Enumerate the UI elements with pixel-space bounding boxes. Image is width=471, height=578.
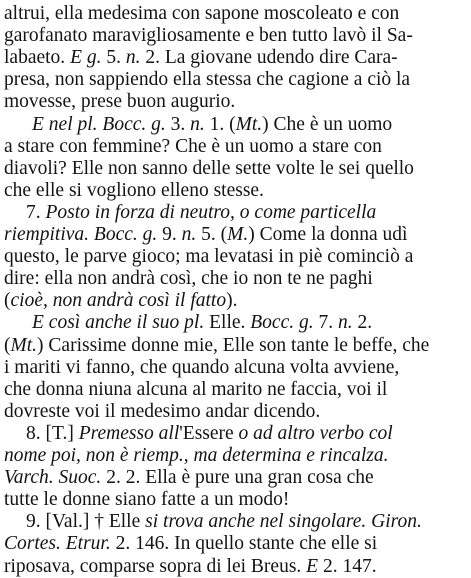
- text-line: [32, 312, 372, 334]
- text-run: ) Carissime donne mie, Elle son tante le beffe, che: [37, 334, 430, 356]
- text-line: [4, 445, 389, 467]
- text-line: [4, 268, 373, 290]
- italic-text: n.: [125, 47, 141, 69]
- text-run: 5.: [101, 47, 126, 69]
- text-line: [4, 69, 410, 91]
- text-run: 'Essere: [179, 422, 239, 444]
- text-run: 2. 147.: [318, 555, 377, 577]
- text-run: diavoli? Elle non sanno delle sette volte le sei quello: [4, 157, 414, 179]
- italic-text: n.: [190, 113, 205, 135]
- text-run: 2. 146. In quello stante che elle si: [110, 533, 378, 555]
- text-run: dovreste voi il medesimo andar dicendo.: [4, 400, 321, 422]
- text-line: [4, 533, 377, 555]
- text-run: ).: [226, 290, 238, 312]
- italic-text: Varch. Suoc.: [4, 467, 102, 489]
- text-run: ) Che è un uomo: [262, 113, 393, 135]
- text-line: [4, 246, 413, 268]
- text-run: 3.: [165, 113, 191, 135]
- text-line: [4, 290, 237, 312]
- italic-text: Premesso all: [78, 422, 180, 444]
- text-run: i mariti vi fanno, che quando alcuna volta avviene,: [4, 356, 400, 378]
- text-line: [4, 335, 429, 357]
- text-run: ) Come la donna udì: [248, 224, 408, 245]
- italic-text: E nel pl. Bocc. g.: [32, 113, 166, 135]
- italic-text: si trova anche nel singolare. Giron.: [145, 511, 422, 533]
- text-run: presa, non sappiendo ella stessa che cagione a ciò la: [4, 69, 411, 91]
- text-line: [26, 423, 393, 445]
- italic-text: E così anche il suo pl.: [32, 312, 205, 334]
- italic-text: Cortes. Etrur.: [4, 533, 111, 555]
- text-line: [4, 467, 374, 489]
- text-run: questo, le parve gioco; ma levatasi in piè cominciò a: [4, 246, 414, 268]
- text-run: altrui, ella medesima con sapone moscoleato e con: [4, 3, 400, 24]
- text-run: riposava, comparse sopra di lei Breus.: [4, 555, 307, 577]
- text-run: 5. (: [196, 224, 228, 245]
- text-line: [4, 47, 398, 69]
- text-run: Elle.: [204, 312, 251, 334]
- text-run: 1. (: [204, 113, 236, 135]
- text-run: garofanato maravigliosamente e ben tutto lavò il Sa-: [4, 25, 413, 47]
- text-line: [32, 114, 392, 136]
- text-run: labaeto.: [4, 47, 71, 69]
- text-line: [26, 202, 376, 224]
- italic-text: n.: [181, 224, 197, 245]
- text-line: [4, 379, 387, 401]
- italic-text: riempitiva. Bocc. g.: [4, 224, 158, 245]
- text-line: [4, 224, 407, 246]
- italic-text: E g.: [70, 47, 102, 69]
- text-run: 9. [Val.] † Elle: [26, 511, 146, 533]
- text-line: [4, 158, 414, 180]
- text-run: 8. [T.]: [26, 422, 79, 444]
- text-line: [4, 180, 264, 202]
- text-line: [4, 401, 320, 423]
- italic-text: n.: [338, 312, 353, 334]
- italic-text: Posto in forza di neutro, o come particella: [45, 201, 377, 223]
- text-run: (: [4, 290, 11, 312]
- text-line: [26, 511, 422, 533]
- text-run: 7.: [26, 201, 46, 223]
- italic-text: M.: [227, 224, 249, 245]
- text-run: a stare con femmine? Che è un uomo a stare con: [4, 135, 382, 157]
- text-run: 2. La giovane udendo dire Cara-: [140, 47, 398, 69]
- text-line: [4, 25, 413, 47]
- text-run: movesse, prese buon augurio.: [4, 91, 236, 113]
- text-run: 9.: [157, 224, 182, 245]
- text-run: dire: ella non andrà così, che io non te ne paghi: [4, 268, 373, 290]
- text-line: [4, 3, 399, 25]
- text-line: [4, 136, 382, 158]
- text-run: che donna niuna alcuna al marito ne faccia, voi il: [4, 378, 388, 400]
- text-line: [4, 91, 235, 113]
- italic-text: Bocc. g.: [250, 312, 314, 334]
- text-line: [4, 489, 289, 511]
- italic-text: E: [306, 555, 319, 577]
- italic-text: Mt.: [10, 334, 38, 356]
- text-run: 2.: [352, 312, 373, 334]
- italic-text: cioè, non andrà così il fatto: [10, 290, 227, 312]
- italic-text: o ad altro verbo col: [238, 422, 393, 444]
- text-line: [4, 357, 399, 379]
- text-run: (: [4, 334, 11, 356]
- text-run: che elle si vogliono elleno stesse.: [4, 179, 264, 201]
- italic-text: Mt.: [235, 113, 263, 135]
- text-run: 7.: [313, 312, 338, 334]
- text-run: 2. 2. Ella è pure una gran cosa che: [101, 467, 374, 489]
- italic-text: nome poi, non è riemp., ma determina e rincalza.: [4, 445, 389, 466]
- text-run: tutte le donne siano fatte a un modo!: [4, 489, 290, 511]
